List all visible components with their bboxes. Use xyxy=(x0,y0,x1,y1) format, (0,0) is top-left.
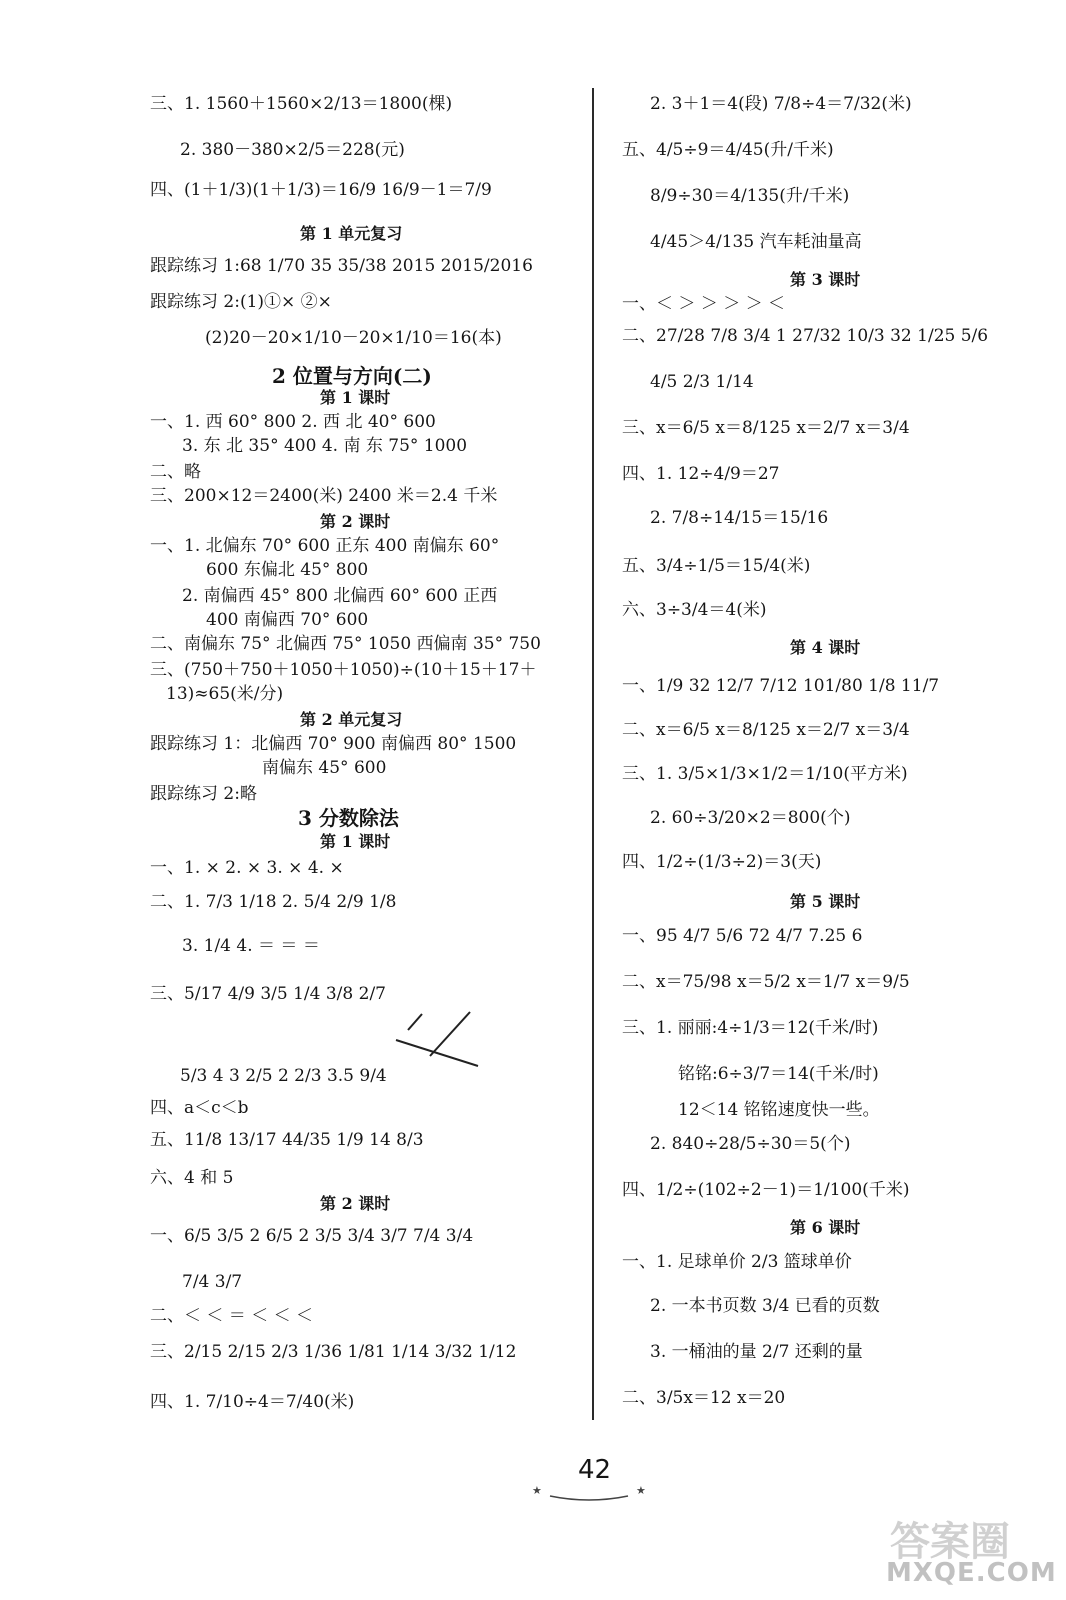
answer-line: 铭铭:6÷3/7＝14(千米/时) xyxy=(678,1064,879,1084)
answer-line: 六、4 和 5 xyxy=(150,1168,234,1188)
star-icon: ★ xyxy=(636,1484,646,1497)
swoosh-ornament xyxy=(548,1494,630,1502)
answer-line: 400 南偏西 70° 600 xyxy=(206,610,369,630)
answer-line: 4/45＞4/135 汽车耗油量高 xyxy=(650,232,862,252)
answer-line: 三、2/15 2/15 2/3 1/36 1/81 1/14 3/32 1/12 xyxy=(150,1342,517,1362)
answer-line: 600 东偏北 45° 800 xyxy=(206,560,369,580)
answer-line: 5/3 4 3 2/5 2 2/3 3.5 9/4 xyxy=(180,1066,387,1086)
chapter-title: 3 分数除法 xyxy=(298,806,399,830)
page-number: 42 xyxy=(578,1455,612,1485)
answer-line: 四、1. 7/10÷4＝7/40(米) xyxy=(150,1392,355,1412)
answer-line: 3. 东 北 35° 400 4. 南 东 75° 1000 xyxy=(182,436,468,456)
answer-line: 一、95 4/7 5/6 72 4/7 7.25 6 xyxy=(622,926,863,946)
answer-line: 跟踪练习 1：北偏西 70° 900 南偏西 80° 1500 xyxy=(150,734,517,754)
section-heading: 第 1 课时 xyxy=(320,388,391,407)
answer-line: 五、3/4÷1/5＝15/4(米) xyxy=(622,556,811,576)
answer-line: 四、a＜c＜b xyxy=(150,1098,249,1118)
star-icon: ★ xyxy=(532,1484,542,1497)
answer-line: 3. 一桶油的量 2/7 还剩的量 xyxy=(650,1342,863,1362)
answer-line: 一、1. 足球单价 2/3 篮球单价 xyxy=(622,1252,852,1272)
answer-line: 三、1. 1560＋1560×2/13＝1800(棵) xyxy=(150,94,453,114)
answer-line: 四、1. 12÷4/9＝27 xyxy=(622,464,780,484)
answer-line: 二、略 xyxy=(150,462,201,482)
answer-line: 2. 7/8÷14/15＝15/16 xyxy=(650,508,829,528)
answer-line: 4/5 2/3 1/14 xyxy=(650,372,754,392)
answer-line: 2. 380－380×2/5＝228(元) xyxy=(180,140,405,160)
answer-line: 三、x＝6/5 x＝8/125 x＝2/7 x＝3/4 xyxy=(622,418,910,438)
answer-line: (2)20－20×1/10－20×1/10＝16(本) xyxy=(205,328,502,348)
answer-line: 一、1. 西 60° 800 2. 西 北 40° 600 xyxy=(150,412,436,432)
answer-line: 跟踪练习 2:(1)①× ②× xyxy=(150,292,332,312)
answer-line: 南偏东 45° 600 xyxy=(262,758,387,778)
answer-line: 四、1/2÷(1/3÷2)＝3(天) xyxy=(622,852,822,872)
answer-line: 三、(750＋750＋1050＋1050)÷(10＋15＋17＋ xyxy=(150,660,537,680)
answer-line: 2. 南偏西 45° 800 北偏西 60° 600 正西 xyxy=(182,586,498,606)
section-heading: 第 4 课时 xyxy=(790,638,861,657)
answer-line: 一、6/5 3/5 2 6/5 2 3/5 3/4 3/7 7/4 3/4 xyxy=(150,1226,474,1246)
answer-line: 五、4/5÷9＝4/45(升/千米) xyxy=(622,140,834,160)
answer-line: 五、11/8 13/17 44/35 1/9 14 8/3 xyxy=(150,1130,424,1150)
answer-line: 一、1/9 32 12/7 7/12 101/80 1/8 11/7 xyxy=(622,676,940,696)
answer-line: 三、200×12＝2400(米) 2400 米＝2.4 千米 xyxy=(150,486,498,506)
watermark-logo xyxy=(886,1510,1056,1600)
answer-line: 一、1. × 2. × 3. × 4. × xyxy=(150,858,344,878)
answer-line: 跟踪练习 1:68 1/70 35 35/38 2015 2015/2016 xyxy=(150,256,533,276)
section-heading: 第 2 课时 xyxy=(320,1194,391,1213)
answer-line: 四、1/2÷(102÷2－1)＝1/100(千米) xyxy=(622,1180,910,1200)
section-heading: 第 1 单元复习 xyxy=(300,224,403,243)
answer-line: 三、5/17 4/9 3/5 1/4 3/8 2/7 xyxy=(150,984,386,1004)
answer-line: 四、(1＋1/3)(1＋1/3)＝16/9 16/9－1＝7/9 xyxy=(150,180,492,200)
answer-line: 二、＜ ＜ ＝ ＜ ＜ ＜ xyxy=(150,1306,314,1326)
answer-line: 8/9÷30＝4/135(升/千米) xyxy=(650,186,850,206)
answer-line: 一、＜ ＞ ＞ ＞ ＞ ＜ xyxy=(622,294,786,314)
section-heading: 第 5 课时 xyxy=(790,892,861,911)
answer-line: 2. 840÷28/5÷30＝5(个) xyxy=(650,1134,851,1154)
column-divider xyxy=(592,88,594,1420)
answer-line: 三、1. 丽丽:4÷1/3＝12(千米/时) xyxy=(622,1018,879,1038)
section-heading: 第 3 课时 xyxy=(790,270,861,289)
answer-line: 二、27/28 7/8 3/4 1 27/32 10/3 32 1/25 5/6 xyxy=(622,326,989,346)
answer-line: 三、1. 3/5×1/3×1/2＝1/10(平方米) xyxy=(622,764,908,784)
answer-line: 一、1. 北偏东 70° 600 正东 400 南偏东 60° xyxy=(150,536,500,556)
section-heading: 第 1 课时 xyxy=(320,832,391,851)
answer-line: 13)≈65(米/分) xyxy=(166,684,284,704)
section-heading: 第 6 课时 xyxy=(790,1218,861,1237)
answer-line: 二、3/5x＝12 x＝20 xyxy=(622,1388,786,1408)
answer-line: 二、x＝6/5 x＝8/125 x＝2/7 x＝3/4 xyxy=(622,720,910,740)
answer-line: 跟踪练习 2:略 xyxy=(150,784,257,804)
chapter-title: 2 位置与方向(二) xyxy=(272,364,432,388)
section-heading: 第 2 课时 xyxy=(320,512,391,531)
answer-line: 2. 一本书页数 3/4 已看的页数 xyxy=(650,1296,880,1316)
answer-line: 二、1. 7/3 1/18 2. 5/4 2/9 1/8 xyxy=(150,892,397,912)
section-heading: 第 2 单元复习 xyxy=(300,710,403,729)
answer-line: 2. 60÷3/20×2＝800(个) xyxy=(650,808,851,828)
answer-line: 2. 3＋1＝4(段) 7/8÷4＝7/32(米) xyxy=(650,94,912,114)
answer-line: 12＜14 铭铭速度快一些。 xyxy=(678,1100,880,1120)
answer-line: 六、3÷3/4＝4(米) xyxy=(622,600,767,620)
matching-lines-drawing xyxy=(390,1010,500,1080)
answer-line: 二、南偏东 75° 北偏西 75° 1050 西偏南 35° 750 xyxy=(150,634,541,654)
answer-line: 7/4 3/7 xyxy=(182,1272,243,1292)
watermark-url: MXQE.COM xyxy=(886,1558,1057,1588)
watermark-cn: 答案圈 xyxy=(890,1519,1010,1565)
answer-line: 3. 1/4 4. ＝ ＝ ＝ xyxy=(182,936,320,956)
answer-line: 二、x＝75/98 x＝5/2 x＝1/7 x＝9/5 xyxy=(622,972,910,992)
